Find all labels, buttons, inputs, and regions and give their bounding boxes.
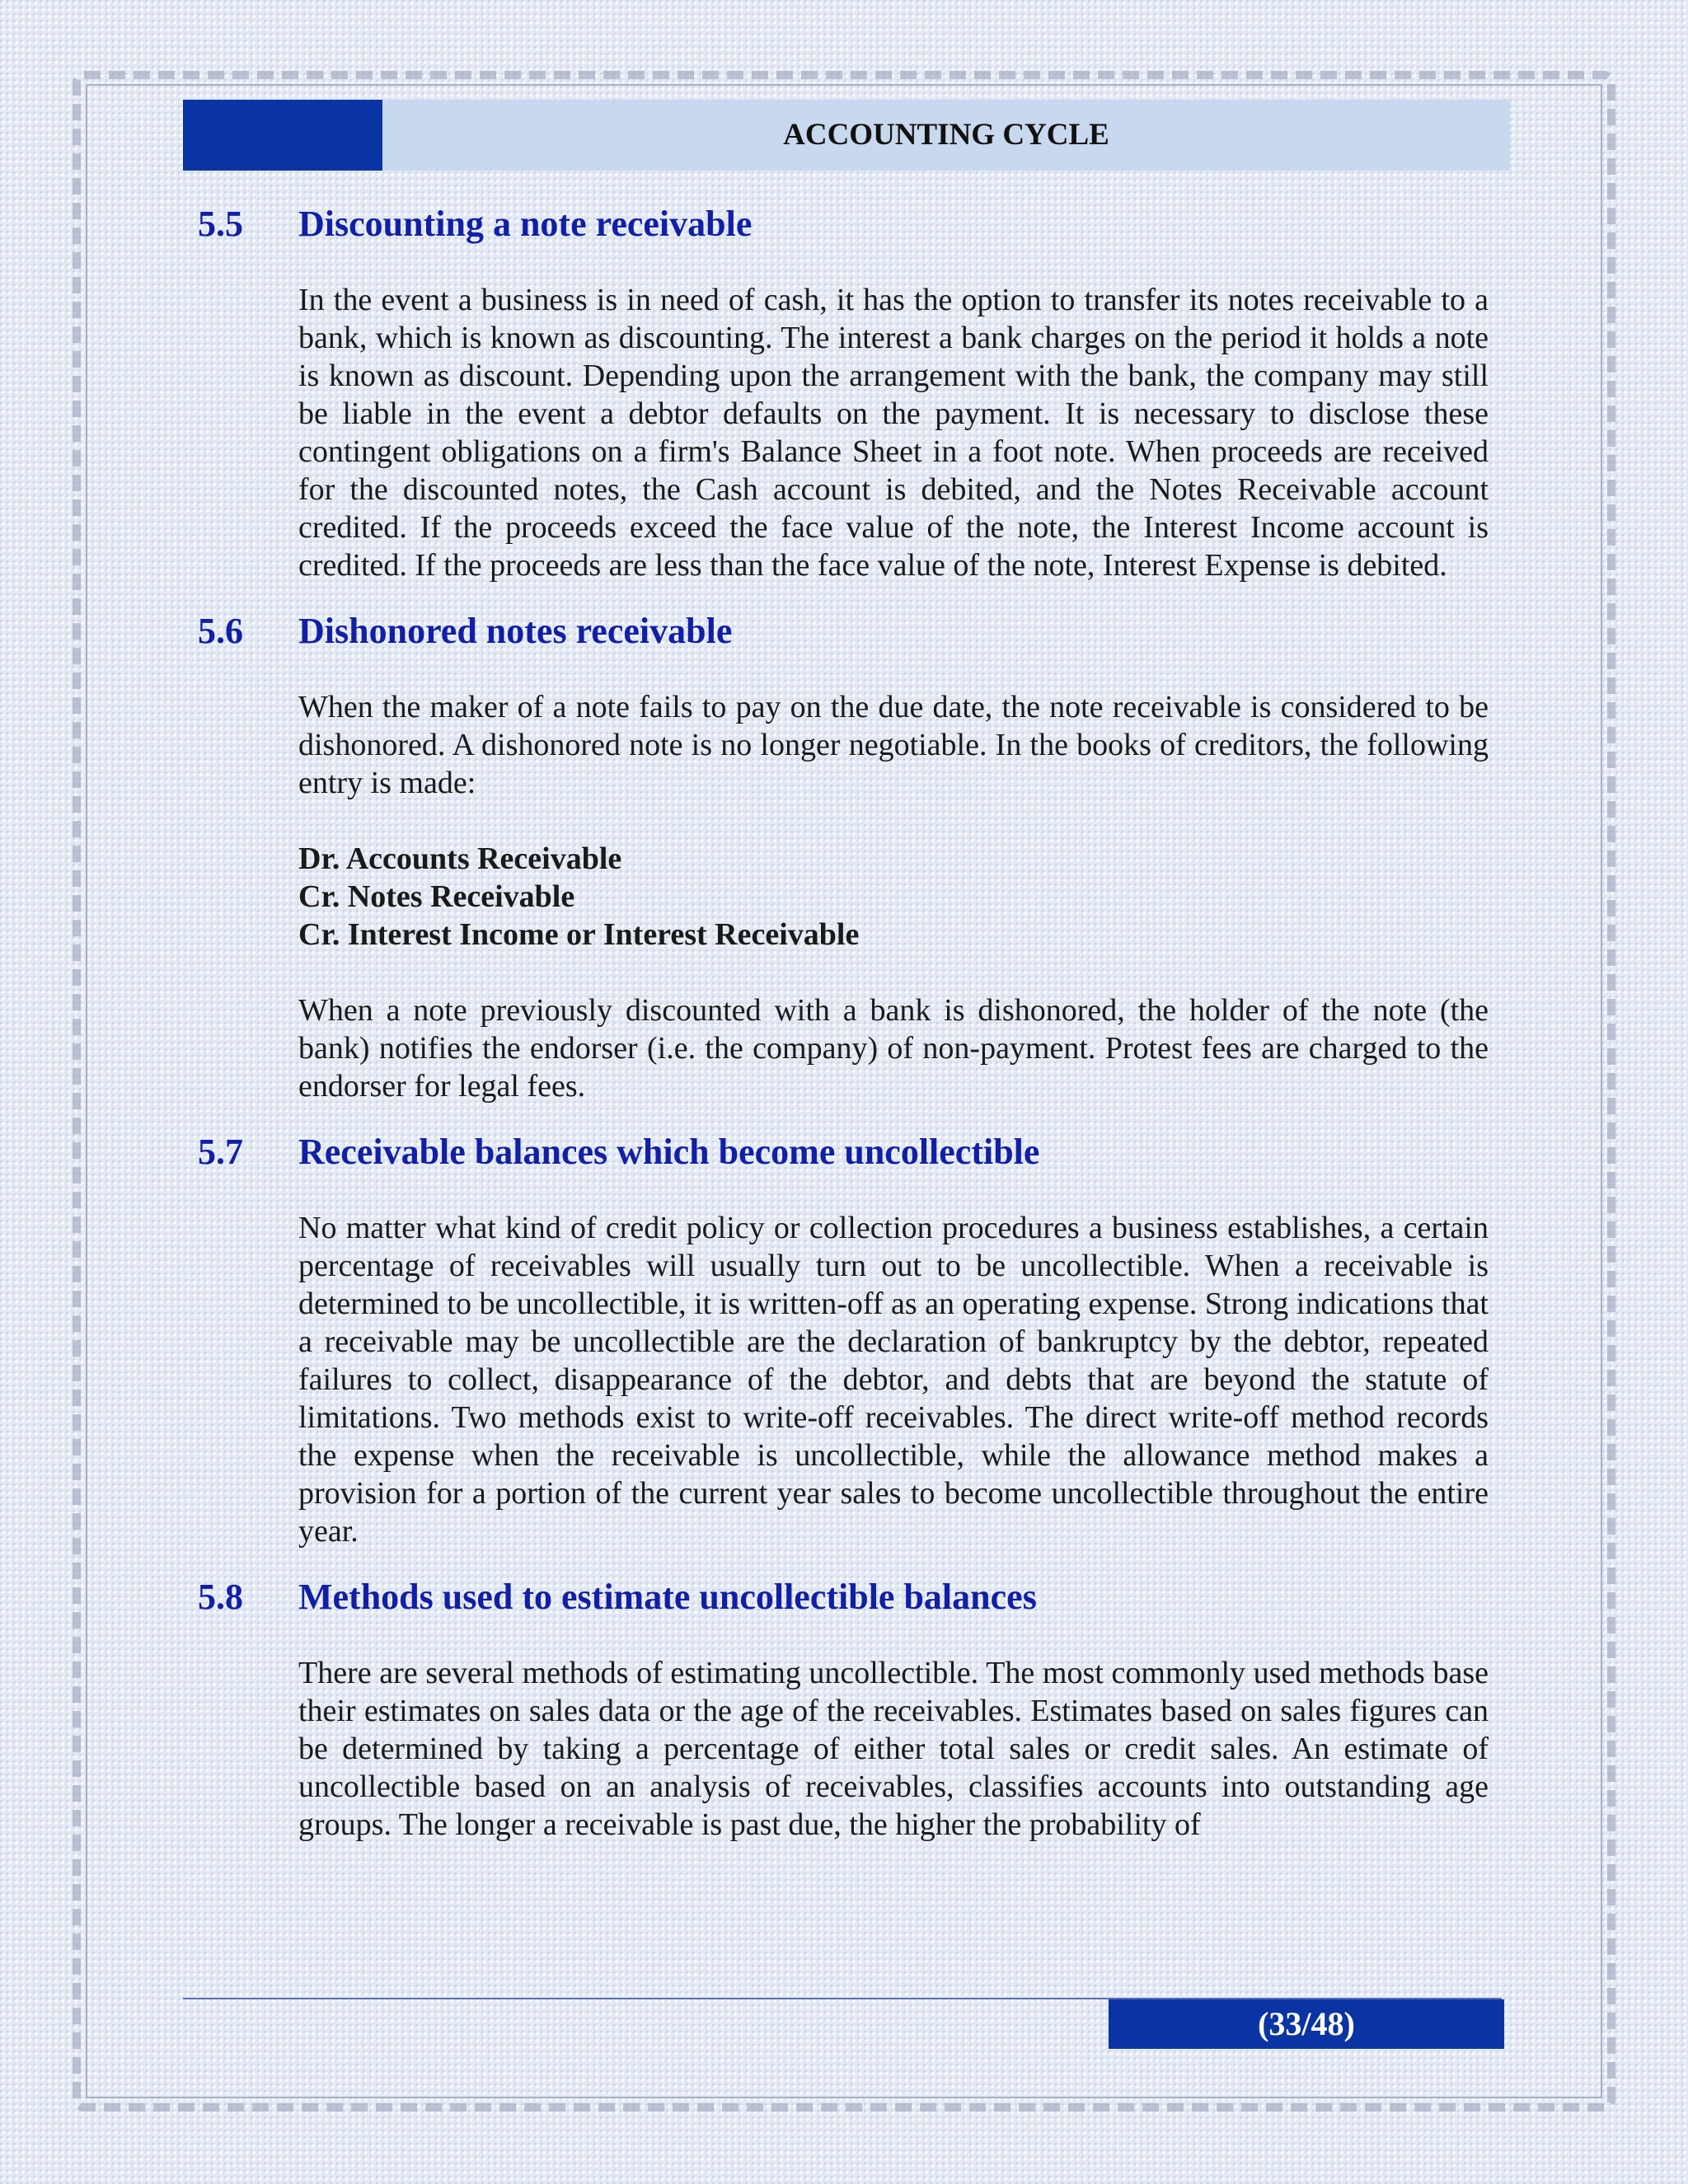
section-paragraph: There are several methods of estimating uncollectible. The most commonly used methods base their estimates on sales data or the age of the receivables. Estimates based on sales figures can be determined by taking a percentage of either total sales or credit sales. An estimate of uncollectible based on an analysis of receivables, classifies accounts into outstanding age groups. The longer a receivable is past due, the higher the probability of xyxy=(298,1656,1489,1842)
section-number: 5.8 xyxy=(198,1577,243,1617)
section-number: 5.7 xyxy=(198,1132,243,1172)
page-header xyxy=(183,100,1510,171)
journal-entry-line: Cr. Notes Receivable xyxy=(298,879,575,914)
section-heading-5-6 xyxy=(198,607,1489,655)
section-paragraph: No matter what kind of credit policy or collection procedures a business establishes, a certain percentage of receivables will usually turn out to be uncollectible. When a receivable is determined to be uncollectible, it is written-off as an operating expense. Strong indications that a receivable may be uncollectible are the declaration of bankruptcy by the debtor, repeated failures to collect, disappearance of the debtor, and debts that are beyond the statute of limitations. Two methods exist to write-off receivables. The direct write-off method records the expense when the receivable is uncollectible, while the allowance method makes a provision for a portion of the current year sales to become uncollectible throughout the entire year. xyxy=(298,1211,1489,1549)
section-title: Receivable balances which become uncollectible xyxy=(298,1132,1040,1172)
section-title: Dishonored notes receivable xyxy=(298,611,733,651)
header-accent-block xyxy=(183,100,382,171)
page-number: (33/48) xyxy=(1109,1999,1504,2049)
section-paragraph: When a note previously discounted with a bank is dishonored, the holder of the note (the bank) notifies the endorser (i.e. the company) of non-payment. Protest fees are charged to the endorser for legal fees. xyxy=(298,993,1489,1104)
section-number: 5.5 xyxy=(198,204,243,244)
journal-entry-line: Dr. Accounts Receivable xyxy=(298,841,622,876)
section-paragraph: In the event a business is in need of cash, it has the option to transfer its notes receivable to a bank, which is known as discounting. The interest a bank charges on the period it holds a note is known as discount. Depending upon the arrangement with the bank, the company may still be liable in the event a debtor defaults on the payment. It is necessary to disclose these contingent obligations on a firm's Balance Sheet in a foot note. When proceeds are received for the discounted notes, the Cash account is debited, and the Notes Receivable account credited. If the proceeds exceed the face value of the note, the Interest Income account is credited. If the proceeds are less than the face value of the note, Interest Expense is debited. xyxy=(298,283,1489,583)
section-title: Discounting a note receivable xyxy=(298,204,753,244)
journal-entry-line: Cr. Interest Income or Interest Receivable xyxy=(298,917,860,952)
section-heading-5-8 xyxy=(198,1573,1489,1621)
journal-entry xyxy=(198,840,1489,954)
section-title: Methods used to estimate uncollectible balances xyxy=(298,1577,1037,1617)
section-heading-5-5 xyxy=(198,200,1489,248)
section-paragraph: When the maker of a note fails to pay on the due date, the note receivable is considered to be dishonored. A dishonored note is no longer negotiable. In the books of creditors, the following entry is made: xyxy=(298,690,1489,800)
section-heading-5-7 xyxy=(198,1128,1489,1176)
header-title: ACCOUNTING CYCLE xyxy=(783,118,1109,152)
page-content xyxy=(198,200,1489,1844)
section-number: 5.6 xyxy=(198,611,243,651)
